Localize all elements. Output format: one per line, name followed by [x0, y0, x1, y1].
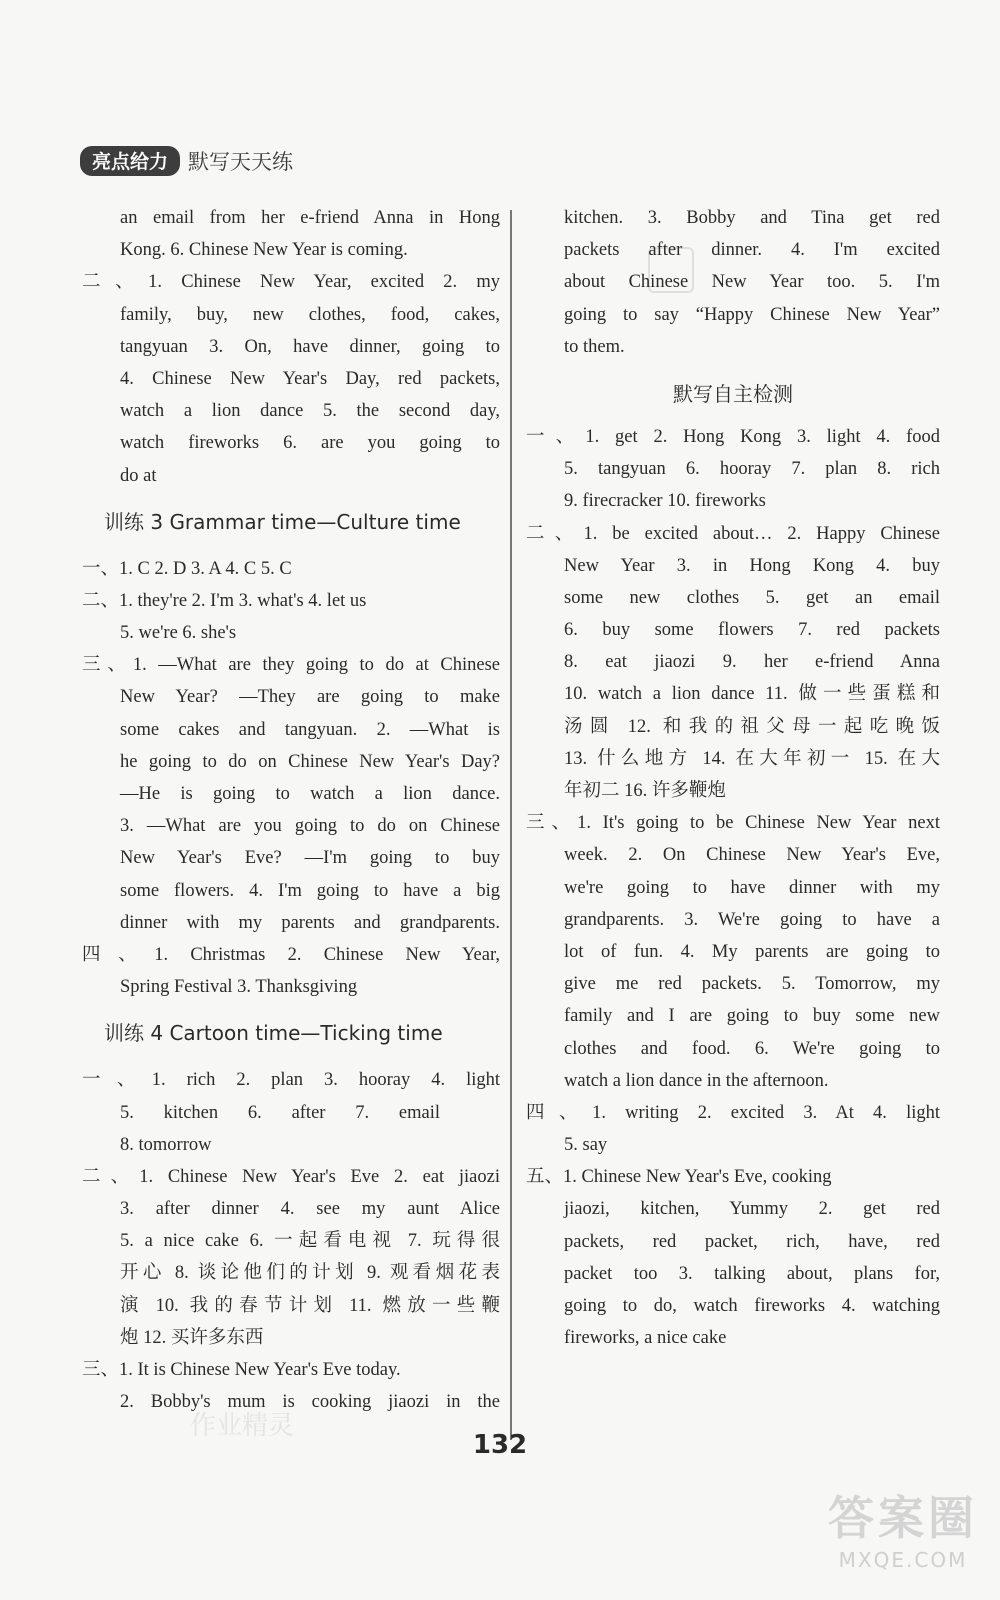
answer-line: 13. 什么地方 14. 在大年初一 15. 在大 [564, 748, 940, 769]
section-title-self-check: 默写自主检测 [673, 381, 793, 406]
answer-line: watch a lion dance 5. the second day, [120, 401, 500, 422]
answer-line: 3. —What are you going to do on Chinese [120, 816, 500, 837]
answer-line: 8. tomorrow [120, 1134, 212, 1155]
answer-line: 5. say [564, 1135, 608, 1156]
answer-line: packet too 3. talking about, plans for, [564, 1263, 940, 1284]
answer-line: 四、1. Christmas 2. Chinese New Year, [82, 944, 500, 965]
answer-line: 年初二 16. 许多鞭炮 [564, 781, 726, 801]
answer-line: lot of fun. 4. My parents are going to [564, 941, 940, 962]
series-badge: 亮点给力 [80, 146, 180, 176]
answer-line: going to say “Happy Chinese New Year” [564, 304, 940, 325]
answer-line: 9. firecracker 10. fireworks [564, 491, 766, 512]
right-column [526, 202, 940, 1354]
column-divider [510, 210, 512, 1440]
answer-line: clothes and food. 6. We're going to [564, 1038, 940, 1059]
answer-line: fireworks, a nice cake [564, 1328, 727, 1349]
answer-line: packets, red packet, rich, have, red [564, 1231, 940, 1252]
answer-line: 8. eat jiaozi 9. her e-friend Anna [564, 652, 940, 673]
answer-line: some new clothes 5. get an email [564, 587, 940, 608]
answer-line: 五、1. Chinese New Year's Eve, cooking [526, 1167, 832, 1188]
answer-line: family, buy, new clothes, food, cakes, [120, 304, 500, 325]
answer-line: 炮 12. 买许多东西 [120, 1327, 264, 1348]
series-subtitle: 默写天天练 [188, 150, 294, 174]
section-title-training-3: 训练 3 Grammar time—Culture time [104, 509, 461, 534]
answer-line: going to do, watch fireworks 4. watching [564, 1296, 940, 1316]
answer-line: he going to do on Chinese New Year's Day? [120, 751, 500, 772]
answer-line: an email from her e-friend Anna in Hong [120, 208, 500, 228]
answer-line: tangyuan 3. On, have dinner, going to [120, 336, 500, 357]
answer-line: grandparents. 3. We're going to have a [564, 909, 940, 930]
answer-line: 4. Chinese New Year's Day, red packets, [120, 368, 500, 389]
answer-line: 一、1. rich 2. plan 3. hooray 4. light [82, 1070, 500, 1091]
answer-line: dinner with my parents and grandparents. [120, 912, 500, 933]
answer-line: —He is going to watch a lion dance. [120, 784, 500, 804]
answer-line: 四、1. writing 2. excited 3. At 4. light [526, 1102, 940, 1123]
answer-line: some flowers. 4. I'm going to have a big [120, 880, 500, 901]
page-header [80, 146, 293, 176]
section-title-training-4: 训练 4 Cartoon time—Ticking time [104, 1021, 443, 1046]
answer-line: 开心 8. 谈论他们的计划 9. 观看烟花表 [120, 1263, 500, 1284]
answer-line: 3. after dinner 4. see my aunt Alice [120, 1199, 500, 1220]
answer-line: 2. Bobby's mum is cooking jiaozi in the [120, 1392, 500, 1413]
watermark-faint: 作业精灵 [190, 1411, 295, 1441]
answer-line: jiaozi, kitchen, Yummy 2. get red [564, 1199, 940, 1220]
answer-line: watch a lion dance in the afternoon. [564, 1070, 829, 1091]
answer-line: New Year's Eve? —I'm going to buy [120, 848, 500, 869]
answer-line: give me red packets. 5. Tomorrow, my [564, 974, 940, 995]
answer-line: 演 10. 我的春节计划 11. 燃放一些鞭 [120, 1295, 500, 1316]
watermark-domain: MXQE.COM [838, 1548, 968, 1572]
answer-line: about Chinese New Year too. 5. I'm [564, 272, 940, 293]
answer-line: 5. kitchen 6. after 7. email [120, 1102, 440, 1123]
answer-line: 三、1. It is Chinese New Year's Eve today. [82, 1360, 401, 1380]
answer-line: 5. tangyuan 6. hooray 7. plan 8. rich [564, 459, 940, 480]
answer-line: 三、1. —What are they going to do at Chinese [82, 655, 500, 676]
answer-line: family and I are going to buy some new [564, 1006, 940, 1027]
answer-line: 二、1. be excited about… 2. Happy Chinese [526, 523, 940, 544]
answer-line: 一、1. get 2. Hong Kong 3. light 4. food [526, 426, 940, 447]
answer-line: packets after dinner. 4. I'm excited [564, 240, 940, 261]
answer-line: 10. watch a lion dance 11. 做一些蛋糕和 [564, 684, 940, 705]
watermark-logo [828, 1482, 978, 1572]
answer-line: 二、1. they're 2. I'm 3. what's 4. let us [82, 590, 367, 611]
answer-line: kitchen. 3. Bobby and Tina get red [564, 208, 940, 228]
answer-line: 5. a nice cake 6. 一起看电视 7. 玩得很 [120, 1231, 500, 1252]
answer-line: 二、1. Chinese New Year's Eve 2. eat jiaozi [82, 1166, 500, 1187]
answer-line: do at [120, 465, 157, 486]
answer-line: 一、1. C 2. D 3. A 4. C 5. C [82, 558, 292, 579]
answer-line: Kong. 6. Chinese New Year is coming. [120, 240, 408, 261]
watermark-title: 答案圈 [828, 1491, 978, 1545]
answer-line: 汤圆 12. 和我的祖父母一起吃晚饭 [564, 716, 940, 737]
answer-line: week. 2. On Chinese New Year's Eve, [564, 845, 940, 866]
answer-line: 5. we're 6. she's [120, 623, 237, 644]
answer-line: some cakes and tangyuan. 2. —What is [120, 719, 500, 740]
answer-line: 二、1. Chinese New Year, excited 2. my [82, 272, 500, 293]
answer-line: to them. [564, 336, 625, 357]
page-number: 132 [472, 1430, 528, 1460]
answer-line: Spring Festival 3. Thanksgiving [120, 977, 358, 998]
answer-line: New Year 3. in Hong Kong 4. buy [564, 555, 940, 576]
answer-line: watch fireworks 6. are you going to [120, 433, 500, 454]
answer-line: New Year? —They are going to make [120, 687, 500, 708]
answer-line: 三、1. It's going to be Chinese New Year next [526, 813, 940, 834]
left-column [82, 202, 500, 1418]
answer-line: 6. buy some flowers 7. red packets [564, 620, 940, 641]
answer-line: we're going to have dinner with my [564, 877, 940, 898]
